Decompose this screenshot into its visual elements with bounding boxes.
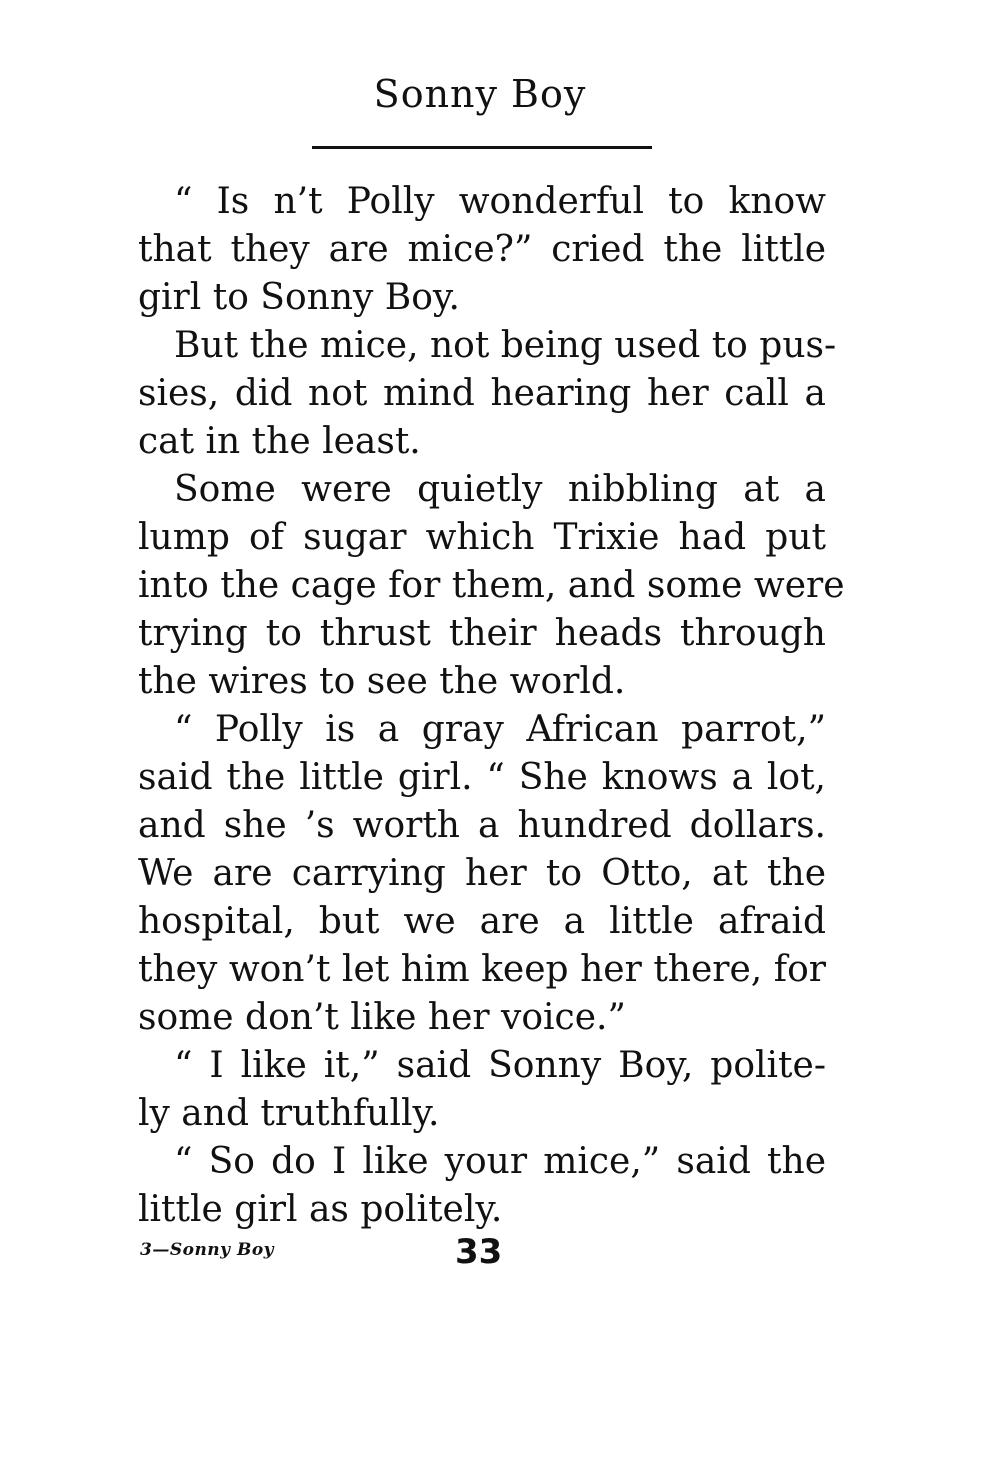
text-line: trying to thrust their heads through	[138, 613, 826, 654]
text-line: girl to Sonny Boy.	[138, 277, 460, 318]
text-line: they won’t let him keep her there, for	[138, 949, 826, 990]
text-line: “ Is n’t Polly wonderful to know	[174, 181, 826, 222]
text-line: into the cage for them, and some were	[138, 565, 845, 606]
text-line: We are carrying her to Otto, at the	[138, 853, 826, 894]
text-line: that they are mice?” cried the little	[138, 229, 826, 270]
text-line: the wires to see the world.	[138, 661, 626, 702]
text-line: little girl as politely.	[138, 1189, 503, 1230]
text-line: and she ’s worth a hundred dollars.	[138, 805, 826, 846]
head-rule-divider	[312, 146, 652, 149]
text-line: hospital, but we are a little afraid	[138, 901, 826, 942]
running-head-title: Sonny Boy	[373, 72, 587, 116]
text-line: lump of sugar which Trixie had put	[138, 517, 826, 558]
text-line: “ Polly is a gray African parrot,”	[174, 709, 826, 750]
text-line: sies, did not mind hearing her call a	[138, 373, 826, 414]
text-line: Some were quietly nibbling at a	[174, 469, 826, 510]
body-text	[138, 178, 845, 1234]
text-line: some don’t like her voice.”	[138, 997, 626, 1038]
text-line: ly and truthfully.	[138, 1093, 440, 1134]
page-number: 33	[455, 1232, 503, 1272]
text-line: “ So do I like your mice,” said the	[174, 1141, 826, 1182]
text-line: “ I like it,” said Sonny Boy, polite-	[174, 1045, 826, 1086]
text-line: cat in the least.	[138, 421, 421, 462]
signature-mark: 3—Sonny Boy	[140, 1240, 275, 1260]
text-line: But the mice, not being used to pus-	[174, 325, 837, 366]
text-line: said the little girl. “ She knows a lot,	[138, 757, 826, 798]
